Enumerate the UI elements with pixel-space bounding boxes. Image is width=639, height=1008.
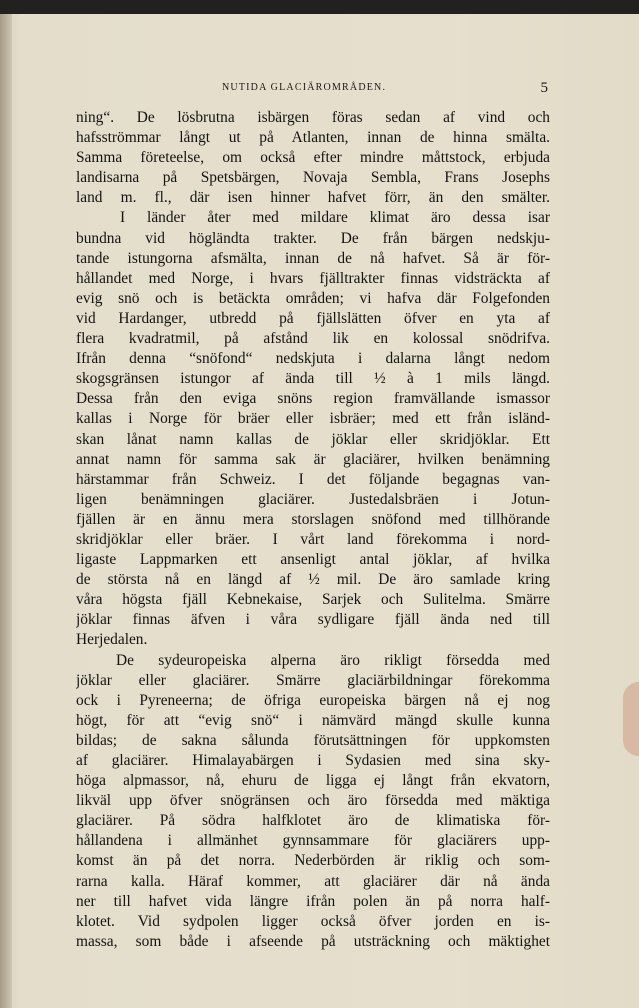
text-line: skridjöklar eller bräer. I vårt land förekomma i nord- xyxy=(76,530,550,548)
text-line: flera kvadratmil, på afstånd lik en kolossal snödrifva. xyxy=(76,330,550,348)
text-line: De sydeuropeiska alperna äro rikligt försedda med xyxy=(116,651,550,669)
page-gutter xyxy=(0,14,12,1008)
thumb xyxy=(623,682,639,756)
text-line: våra högsta fjäll Kebnekaise, Sarjek och Sulitelma. Smärre xyxy=(76,591,550,609)
text-line: annat namn för samma sak är glaciärer, hvilken benämning xyxy=(76,450,550,468)
text-line: skan lånat namn kallas de jöklar eller skridjöklar. Ett xyxy=(76,430,550,448)
text-line: komst än på det norra. Nederbörden är riklig och som- xyxy=(76,852,550,870)
text-line: tande istungorna afsmälta, innan de nå hafvet. Så är för- xyxy=(76,249,550,267)
text-line: landisarna på Spetsbärgen, Novaja Sembla, Frans Josephs xyxy=(76,169,550,187)
text-line: land m. fl., där isen hinner hafvet förr, än den smälter. xyxy=(76,189,550,207)
text-line: klotet. Vid sydpolen ligger också öfver jorden en is- xyxy=(76,912,550,930)
text-line: jöklar eller glaciärer. Smärre glaciärbildningar förekomma xyxy=(76,671,550,689)
text-line: härstammar från Schweiz. I det följande begagnas van- xyxy=(76,470,550,488)
text-line: kallas i Norge för bräer eller isbräer; med ett från isländ- xyxy=(76,410,550,428)
text-line: Ifrån denna “snöfond“ nedskjuta i dalarna långt nedom xyxy=(76,350,550,368)
text-line: ligaste Lappmarken ett ansenligt antal jöklar, af hvilka xyxy=(76,551,550,569)
text-line: de största nå en längd af ½ mil. De äro samlade kring xyxy=(76,571,550,589)
running-title: NUTIDA GLACIÄROMRÅDEN. xyxy=(222,82,387,93)
text-line: fjällen är en ännu mera storslagen snöfond med tillhörande xyxy=(76,510,550,528)
text-line: af glaciärer. Himalayabärgen i Sydasien med sina sky- xyxy=(76,752,550,769)
text-line: vid Hardanger, utbredd på fjällslätten öfver en yta af xyxy=(76,309,550,327)
text-line: evig snö och is betäckta områden; vi hafva där Folgefonden xyxy=(76,289,550,307)
text-line: hållandet med Norge, i hvars fjälltrakter finnas vidsträckta af xyxy=(76,269,550,287)
text-line: glaciärer. På södra halfklotet äro de klimatiska för- xyxy=(76,812,550,830)
text-line: ning“. De lösbrutna isbärgen föras sedan af vind och xyxy=(76,109,550,126)
text-line: Dessa från den eviga snöns region framvällande ismassor xyxy=(76,390,550,408)
page-header xyxy=(76,80,552,100)
text-line: likväl upp öfver snögränsen och äro försedda med mäktiga xyxy=(76,792,550,810)
text-line: massa, som både i afseende på utsträckning och mäktighet xyxy=(76,932,550,950)
scan-top-edge xyxy=(0,0,639,14)
text-line: Herjedalen. xyxy=(76,631,148,649)
page-number: 5 xyxy=(540,80,548,96)
text-line: högt, för att “evig snö“ i nämvärd mängd skulle kunna xyxy=(76,711,550,729)
body-text xyxy=(76,108,550,952)
text-line: höga alpmassor, nå, ehuru de ligga ej långt från ekvatorn, xyxy=(76,772,550,790)
text-line: hafsströmmar långt ut på Atlanten, innan de hinna smälta. xyxy=(76,129,550,147)
text-line: ner till hafvet vida längre ifrån polen än på norra half- xyxy=(76,892,550,910)
text-line: ock i Pyreneerna; de öfriga europeiska bärgen nå ej nog xyxy=(76,691,550,709)
text-line: bildas; de sakna sålunda förutsättningen för uppkomsten xyxy=(76,731,550,749)
text-line: ligen benämningen glaciärer. Justedalsbräen i Jotun- xyxy=(76,490,550,508)
text-line: jöklar finnas äfven i våra sydligare fjäll ända ned till xyxy=(76,611,550,629)
text-line: I länder åter med mildare klimat äro dessa isar xyxy=(120,209,550,227)
text-line: rarna kalla. Häraf kommer, att glaciärer där nå ända xyxy=(76,872,550,890)
text-line: bundna vid högländta trakter. De från bärgen nedskju- xyxy=(76,229,550,247)
text-line: skogsgränsen istungor af ända till ½ à 1 mils längd. xyxy=(76,370,550,388)
text-line: hållandena i allmänhet gynnsammare för glaciärers upp- xyxy=(76,832,550,850)
text-line: Samma företeelse, om också efter mindre måttstock, erbjuda xyxy=(76,149,550,167)
